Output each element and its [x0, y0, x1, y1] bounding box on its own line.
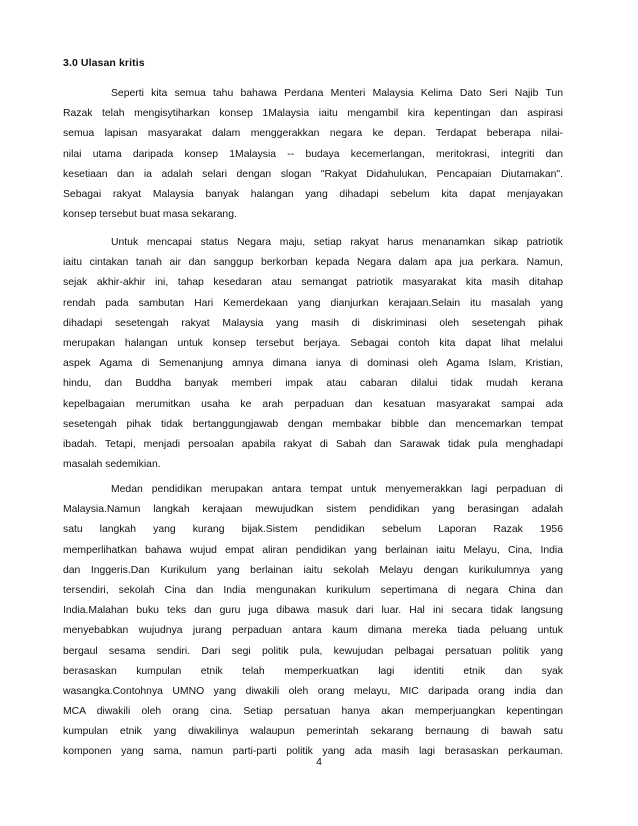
section-heading: 3.0 Ulasan kritis: [63, 57, 145, 69]
paragraph-line: kumpulan etnik yang diwakilinya walaupun pemerintah sekarang bernaung di bawah satu: [63, 726, 563, 738]
paragraph-line: aspek Agama di Semenanjung amnya dimana ianya di dominasi oleh Agama Islam, Kristian,: [63, 358, 563, 370]
paragraph-line: Sebagai rakyat Malaysia banyak halangan yang dihadapi sebelum kita dapat menjayakan: [63, 188, 563, 200]
paragraph-line: tersendiri, sekolah Cina dan India mengunakan kurikulum sepertimana di negara China dan: [63, 584, 563, 596]
paragraph-line: bergaul sesama sendiri. Dari segi politik pula, kewujudan pelbagai persatuan politik yang: [63, 645, 563, 657]
paragraph-line: semua lapisan masyarakat dalam menggerakkan negara ke depan. Terdapat beberapa nilai-: [63, 128, 563, 140]
paragraph-line: iaitu cintakan tanah air dan sanggup berkorban kepada Negara dalam apa jua perkara. Namun,: [63, 257, 563, 269]
paragraph-line: Seperti kita semua tahu bahawa Perdana Menteri Malaysia Kelima Dato Seri Najib Tun: [111, 88, 563, 99]
paragraph-line: Malaysia.Namun langkah kerajaan mewujudkan sistem pendidikan yang berasingan adalah: [63, 504, 563, 516]
page-number: 4: [316, 757, 322, 768]
paragraph-line: rendah pada sambutan Hari Kemerdekaan yang dianjurkan kerajaan.Selain itu masalah yang: [63, 297, 563, 309]
paragraph-line: satu langkah yang kurang bijak.Sistem pendidikan sebelum Laporan Razak 1956: [63, 524, 563, 536]
paragraph-line: Untuk mencapai status Negara maju, setiap rakyat harus menanamkan sikap patriotik: [111, 237, 563, 248]
paragraph-line: merupakan halangan untuk konsep tersebut berjaya. Sebagai contoh kita dapat lihat melalui: [63, 337, 563, 349]
paragraph-line: ibadah. Tetapi, menjadi persoalan apabila rakyat di Sabah dan Sarawak tidak pula menghadapi: [63, 438, 563, 450]
paragraph-line: dan Inggeris.Dan Kurikulum yang berlainan iaitu sekolah Melayu dengan kurikulumnya yang: [63, 564, 563, 576]
paragraph-line: India.Malahan buku teks dan guru juga dibawa masuk dari luar. Hal ini secara tidak langsung: [63, 605, 563, 617]
paragraph-line: MCA diwakili oleh orang cina. Setiap persatuan hanya akan memperjuangkan kepentingan: [63, 706, 563, 718]
paragraph-line: kepelbagaian merumitkan usaha ke arah perpaduan dan kesatuan masyarakat sampai ada: [63, 398, 563, 410]
paragraph-line: hindu, dan Buddha banyak memberi impak atau cabaran dilalui tidak mudah kerana: [63, 378, 563, 390]
paragraph-line: memperlihatkan bahawa wujud empat aliran pendidikan yang berlainan iaitu Melayu, Cina, India: [63, 544, 563, 556]
paragraph-line: wasangka.Contohnya UMNO yang diwakili oleh orang melayu, MIC daripada orang india dan: [63, 685, 563, 697]
paragraph-line: kesetiaan dan ia adalah selari dengan slogan "Rakyat Didahulukan, Pencapaian Diutamakan".: [63, 168, 563, 180]
paragraph-line: Medan pendidikan merupakan antara tempat untuk menyemerakkan lagi perpaduan di: [111, 484, 563, 495]
paragraph-line: menyebabkan wujudnya jurang perpaduan antara kaum dimana mereka tiada peluang untuk: [63, 625, 563, 637]
paragraph: [63, 84, 563, 225]
paragraph: [63, 480, 563, 763]
paragraph-line: komponen yang sama, namun parti-parti politik yang ada masih lagi berasaskan perkauman.: [63, 746, 563, 758]
paragraph-line: masalah sedemikian.: [63, 459, 161, 471]
paragraph-line: nilai utama daripada konsep 1Malaysia -- budaya kecemerlangan, meritokrasi, integriti dan: [63, 148, 563, 160]
paragraph-line: dihadapi sesetengah rakyat Malaysia yang masih di diskriminasi oleh sesetengah pihak: [63, 317, 563, 329]
paragraph-line: konsep tersebut buat masa sekarang.: [63, 209, 237, 221]
paragraph-line: sesetengah pihak tidak bertanggungjawab dengan membakar bibble dan mencemarkan tempat: [63, 418, 563, 430]
paragraph-line: Razak telah mengisytiharkan konsep 1Malaysia iaitu mengambil kira kepentingan dan aspirasi: [63, 108, 563, 120]
paragraph-line: berasaskan kumpulan etnik telah memperkuatkan lagi identiti etnik dan syak: [63, 665, 563, 677]
paragraph-line: sejak akhir-akhir ini, tahap kesedaran atau semangat patriotik masyarakat kita masih ditahap: [63, 277, 563, 289]
paragraph: [63, 233, 563, 475]
